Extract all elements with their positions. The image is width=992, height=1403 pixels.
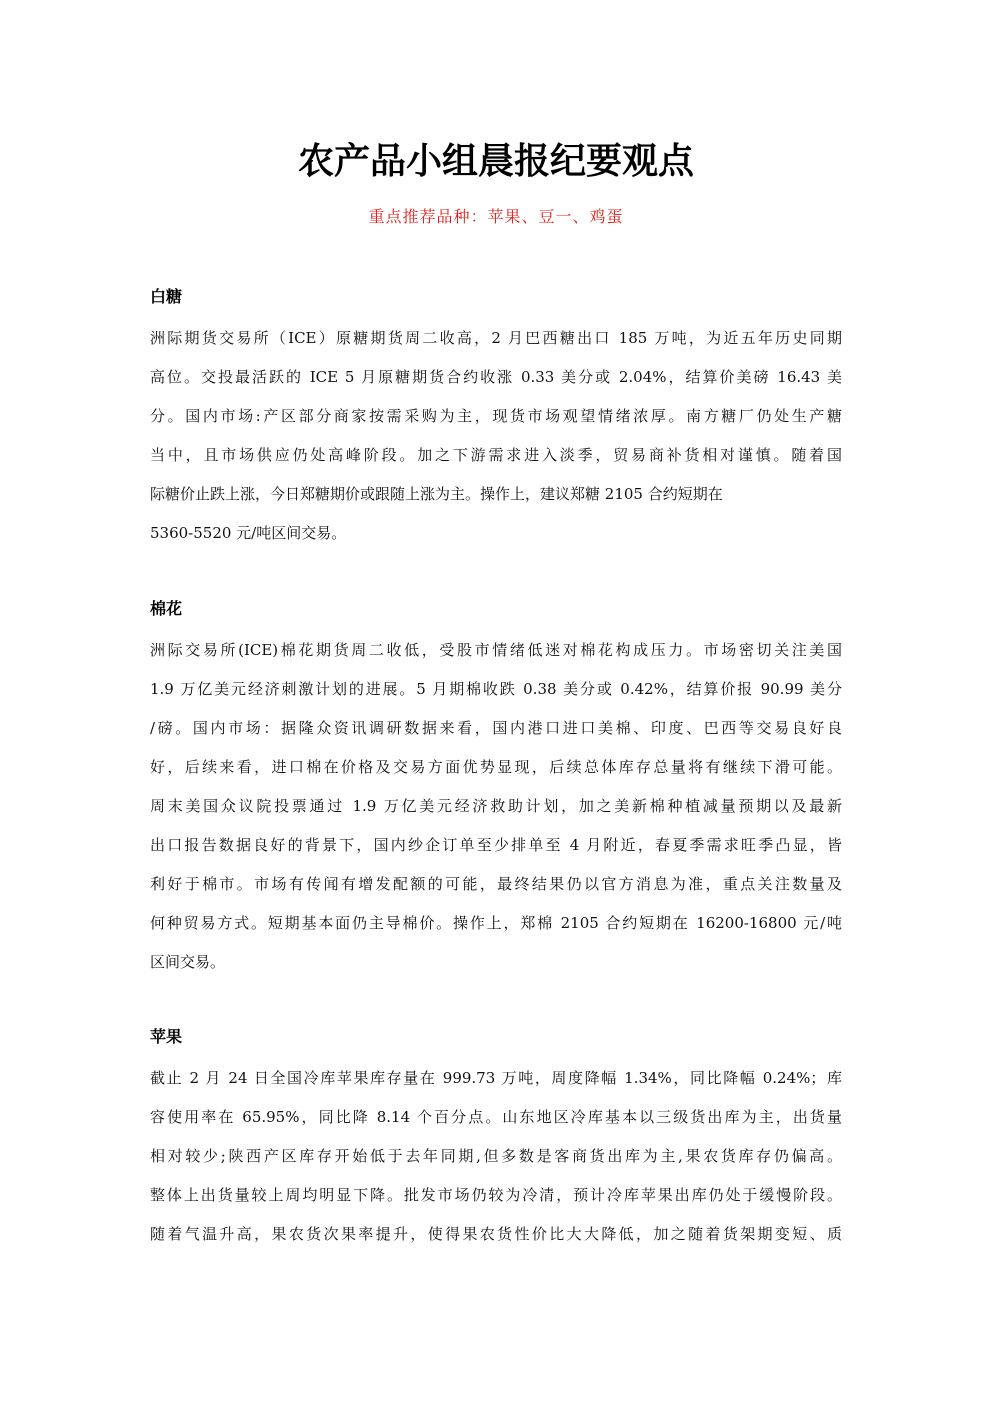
section-body-cotton xyxy=(150,631,842,982)
text-line: 出口报告数据良好的背景下，国内纱企订单至少排单至 4 月附近，春夏季需求旺季凸显，皆 xyxy=(150,836,842,854)
text-line: 5360-5520 元/吨区间交易。 xyxy=(150,524,347,542)
text-line: 整体上出货量较上周均明显下降。批发市场仍较为冷清，预计冷库苹果出库仍处于缓慢阶段。 xyxy=(150,1186,842,1204)
recommended-varieties: 重点推荐品种：苹果、豆一、鸡蛋 xyxy=(368,207,624,226)
text-line: 分。国内市场:产区部分商家按需采购为主，现货市场观望情绪浓厚。南方糖厂仍处生产糖 xyxy=(150,407,842,425)
section-heading-apple: 苹果 xyxy=(150,1027,183,1046)
text-line: 1.9 万亿美元经济刺激计划的进展。5 月期棉收跌 0.38 美分或 0.42%，结算价报 90.99 美分 xyxy=(150,680,842,698)
section-body-apple xyxy=(150,1059,842,1254)
text-line: /磅。国内市场：据隆众资讯调研数据来看，国内港口进口美棉、印度、巴西等交易良好良 xyxy=(150,719,842,737)
text-line: 利好于棉市。市场有传闻有增发配额的可能，最终结果仍以官方消息为准，重点关注数量及 xyxy=(150,875,842,893)
text-line: 际糖价止跌上涨，今日郑糖期价或跟随上涨为主。操作上，建议郑糖 2105 合约短期在 xyxy=(150,485,723,503)
text-line: 容使用率在 65.95%，同比降 8.14 个百分点。山东地区冷库基本以三级货出库为主，出货量 xyxy=(150,1108,842,1126)
section-cotton xyxy=(150,597,842,982)
report-title: 农产品小组晨报纪要观点 xyxy=(297,141,694,182)
text-line: 当中，且市场供应仍处高峰阶段。加之下游需求进入淡季，贸易商补货相对谨慎。随着国 xyxy=(150,446,842,464)
text-line: 高位。交投最活跃的 ICE 5 月原糖期货合约收涨 0.33 美分或 2.04%，结算价美磅 16.43 美 xyxy=(150,368,842,386)
text-line: 何种贸易方式。短期基本面仍主导棉价。操作上，郑棉 2105 合约短期在 16200-16800 元/吨 xyxy=(150,914,842,932)
section-heading-cotton: 棉花 xyxy=(150,599,183,618)
text-line: 洲际交易所(ICE)棉花期货周二收低，受股市情绪低迷对棉花构成压力。市场密切关注美国 xyxy=(150,641,842,659)
section-body-sugar xyxy=(150,319,842,553)
text-line: 截止 2 月 24 日全国冷库苹果库存量在 999.73 万吨，周度降幅 1.34%，同比降幅 0.24%；库 xyxy=(150,1069,842,1087)
text-line: 好，后续来看，进口棉在价格及交易方面优势显现，后续总体库存总量将有继续下滑可能。 xyxy=(150,758,842,776)
text-line: 相对较少;陕西产区库存开始低于去年同期,但多数是客商货出库为主,果农货库存仍偏高。 xyxy=(150,1147,842,1165)
text-line: 周末美国众议院投票通过 1.9 万亿美元经济救助计划，加之美新棉种植减量预期以及最新 xyxy=(150,797,842,815)
text-line: 随着气温升高，果农货次果率提升，使得果农货性价比大大降低，加之随着货架期变短、质 xyxy=(150,1225,842,1243)
text-line: 区间交易。 xyxy=(150,953,226,971)
section-heading-sugar: 白糖 xyxy=(150,287,183,306)
section-apple xyxy=(150,1025,842,1254)
text-line: 洲际期货交易所（ICE）原糖期货周二收高，2 月巴西糖出口 185 万吨，为近五年历史同期 xyxy=(150,329,842,347)
section-sugar xyxy=(150,285,842,553)
